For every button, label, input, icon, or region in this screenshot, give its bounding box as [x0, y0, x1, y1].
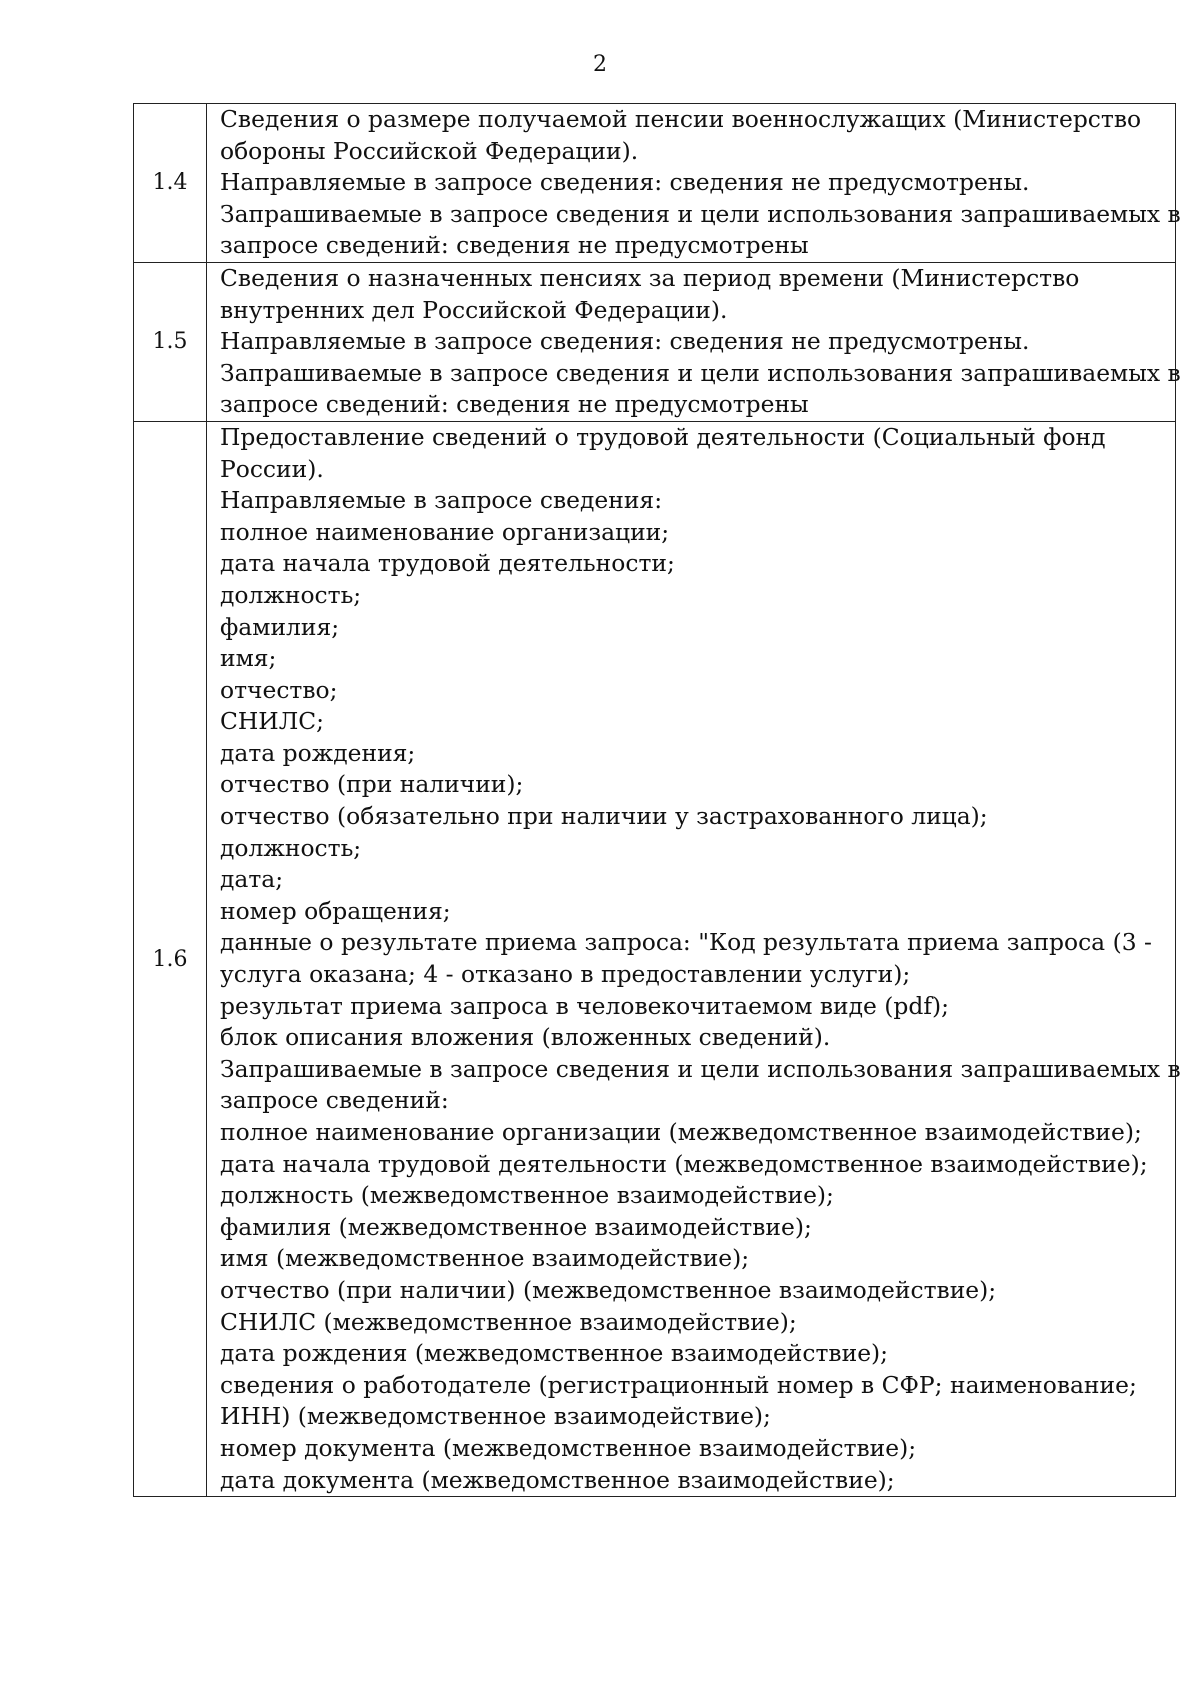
- text-line: сведения о работодателе (регистрационный номер в СФР; наименование;: [220, 1370, 1137, 1399]
- text-line: номер документа (межведомственное взаимодействие);: [220, 1433, 917, 1462]
- text-line: блок описания вложения (вложенных сведений).: [220, 1023, 831, 1052]
- text-line: запросе сведений: сведения не предусмотрены: [220, 231, 809, 260]
- text-line: должность (межведомственное взаимодействие);: [220, 1181, 834, 1210]
- text-line: дата рождения;: [220, 738, 416, 767]
- text-line: услуга оказана; 4 - отказано в предоставлении услуги);: [220, 960, 911, 989]
- text-line: Направляемые в запросе сведения: сведения не предусмотрены.: [220, 168, 1030, 197]
- text-line: полное наименование организации (межведомственное взаимодействие);: [220, 1118, 1142, 1146]
- text-line: номер обращения;: [220, 896, 451, 925]
- page-number: 2: [593, 52, 607, 77]
- text-line: полное наименование организации;: [220, 517, 670, 546]
- text-line: России).: [220, 454, 324, 483]
- text-line: дата рождения (межведомственное взаимодействие);: [220, 1339, 889, 1368]
- text-line: отчество (при наличии) (межведомственное взаимодействие);: [220, 1275, 997, 1304]
- text-line: внутренних дел Российской Федерации).: [220, 295, 728, 324]
- table-row: [134, 104, 1176, 263]
- text-line: должность;: [220, 580, 362, 609]
- text-line: ИНН) (межведомственное взаимодействие);: [220, 1402, 771, 1431]
- text-line: Сведения о размере получаемой пенсии военнослужащих (Министерство: [220, 105, 1142, 133]
- text-line: имя;: [220, 644, 277, 673]
- text-line: запросе сведений:: [220, 1086, 449, 1115]
- row-text: [207, 421, 1181, 1496]
- table-row: [134, 421, 1176, 1496]
- text-line: отчество (обязательно при наличии у застрахованного лица);: [220, 802, 988, 831]
- text-line: отчество (при наличии);: [220, 770, 524, 799]
- text-line: запросе сведений: сведения не предусмотрены: [220, 390, 809, 419]
- text-line: Сведения о назначенных пенсиях за период времени (Министерство: [220, 263, 1080, 292]
- text-line: Запрашиваемые в запросе сведения и цели использования запрашиваемых в: [220, 358, 1181, 387]
- text-line: фамилия (межведомственное взаимодействие);: [220, 1212, 812, 1241]
- text-line: дата документа (межведомственное взаимодействие);: [220, 1465, 895, 1494]
- table-row: [134, 262, 1176, 421]
- row-text: [207, 262, 1181, 421]
- text-line: результат приема запроса в человекочитаемом виде (pdf);: [220, 991, 950, 1020]
- row-number: 1.5: [134, 262, 207, 421]
- text-line: Запрашиваемые в запросе сведения и цели использования запрашиваемых в: [220, 1054, 1181, 1083]
- row-number: 1.6: [134, 421, 207, 1496]
- text-line: фамилия;: [220, 612, 340, 641]
- text-line: Предоставление сведений о трудовой деятельности (Социальный фонд: [220, 422, 1106, 451]
- text-line: Направляемые в запросе сведения:: [220, 486, 663, 515]
- row-number: 1.4: [134, 104, 207, 263]
- text-line: данные о результате приема запроса: "Код результата приема запроса (3 -: [220, 928, 1152, 957]
- text-line: дата начала трудовой деятельности (межведомственное взаимодействие);: [220, 1149, 1148, 1178]
- text-line: Направляемые в запросе сведения: сведения не предусмотрены.: [220, 327, 1030, 356]
- row-text: [207, 104, 1181, 263]
- text-line: должность;: [220, 833, 362, 862]
- text-line: СНИЛС (межведомственное взаимодействие);: [220, 1307, 797, 1336]
- text-line: СНИЛС;: [220, 707, 324, 736]
- text-line: отчество;: [220, 675, 338, 704]
- text-line: дата;: [220, 865, 284, 894]
- text-line: обороны Российской Федерации).: [220, 136, 639, 165]
- requirements-table: [133, 103, 1181, 1497]
- text-line: дата начала трудовой деятельности;: [220, 549, 675, 578]
- text-line: Запрашиваемые в запросе сведения и цели использования запрашиваемых в: [220, 199, 1181, 228]
- text-line: имя (межведомственное взаимодействие);: [220, 1244, 750, 1273]
